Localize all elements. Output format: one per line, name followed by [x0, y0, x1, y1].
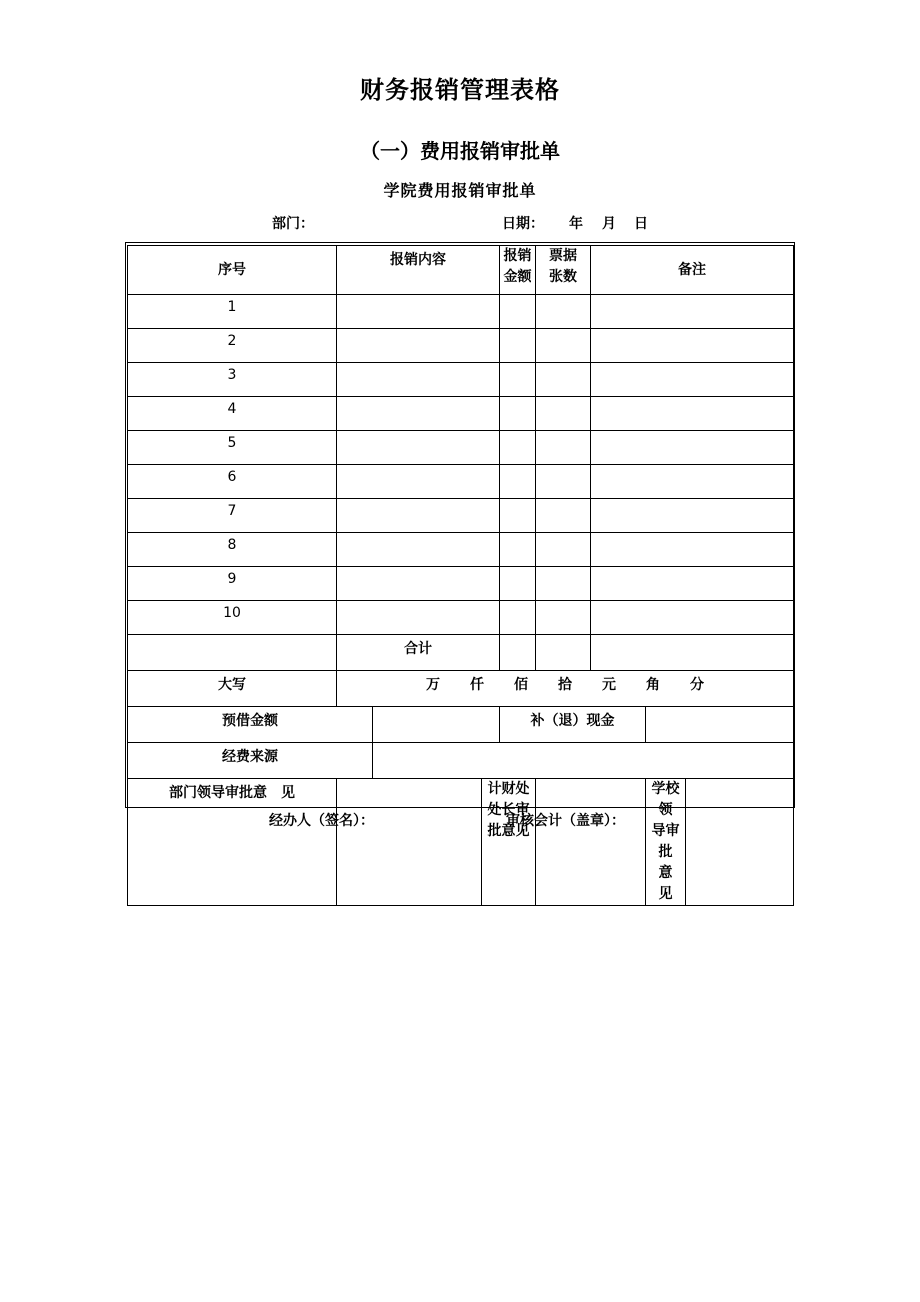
table-row: [128, 601, 794, 635]
table-row: [128, 363, 794, 397]
row-content-cell[interactable]: [337, 431, 500, 465]
row-remark-cell[interactable]: [591, 329, 794, 363]
total-seq-cell[interactable]: [128, 635, 337, 671]
row-number: 5: [128, 431, 337, 465]
table-row: [128, 533, 794, 567]
header-remark: 备注: [591, 246, 794, 295]
finance-approval-cell[interactable]: [536, 779, 646, 906]
row-remark-cell[interactable]: [591, 499, 794, 533]
row-amount-cell[interactable]: [500, 397, 536, 431]
capital-units[interactable]: [337, 671, 794, 707]
total-receipts-cell[interactable]: [536, 635, 591, 671]
source-value-cell[interactable]: [373, 743, 794, 779]
row-number: 9: [128, 567, 337, 601]
total-amount-cell[interactable]: [500, 635, 536, 671]
dept-label: 部门：: [272, 216, 314, 232]
header-content: 报销内容: [337, 246, 500, 295]
row-amount-cell[interactable]: [500, 329, 536, 363]
row-remark-cell[interactable]: [591, 397, 794, 431]
date-month: 月: [602, 216, 616, 232]
capital-unit: 万: [426, 677, 440, 693]
capital-unit: 佰: [514, 677, 528, 693]
row-receipts-cell[interactable]: [536, 601, 591, 635]
advance-row: [128, 707, 794, 743]
row-content-cell[interactable]: [337, 601, 500, 635]
row-content-cell[interactable]: [337, 363, 500, 397]
header-row: [128, 246, 794, 295]
date-day: 日: [634, 216, 648, 232]
row-receipts-cell[interactable]: [536, 329, 591, 363]
refund-value-cell[interactable]: [646, 707, 794, 743]
row-receipts-cell[interactable]: [536, 295, 591, 329]
row-amount-cell[interactable]: [500, 295, 536, 329]
row-number: 10: [128, 601, 337, 635]
dept-approval-label: 部门领导审批意 见: [128, 779, 337, 906]
table-row: [128, 499, 794, 533]
table-row: [128, 431, 794, 465]
row-receipts-cell[interactable]: [536, 363, 591, 397]
row-number: 6: [128, 465, 337, 499]
row-number: 2: [128, 329, 337, 363]
header-receipts: 票据 张数: [536, 246, 591, 295]
row-remark-cell[interactable]: [591, 465, 794, 499]
table-row: [128, 329, 794, 363]
table-row: [128, 465, 794, 499]
total-row: [128, 635, 794, 671]
row-receipts-cell[interactable]: [536, 499, 591, 533]
row-number: 7: [128, 499, 337, 533]
form-title: 学院费用报销审批单: [383, 181, 537, 200]
capital-row: [128, 671, 794, 707]
row-remark-cell[interactable]: [591, 533, 794, 567]
total-remark-cell[interactable]: [591, 635, 794, 671]
accountant-seal-label: 审核会计（盖章）：: [506, 813, 625, 829]
row-content-cell[interactable]: [337, 465, 500, 499]
date-label: 日期：: [502, 216, 544, 232]
row-content-cell[interactable]: [337, 499, 500, 533]
table-row: [128, 567, 794, 601]
row-content-cell[interactable]: [337, 567, 500, 601]
row-remark-cell[interactable]: [591, 295, 794, 329]
row-remark-cell[interactable]: [591, 363, 794, 397]
row-remark-cell[interactable]: [591, 567, 794, 601]
row-number: 1: [128, 295, 337, 329]
handler-signature-label: 经办人（签名）：: [269, 813, 374, 829]
header-seq: 序号: [128, 246, 337, 295]
page-title: 财务报销管理表格: [360, 76, 560, 104]
capital-unit: 仟: [470, 677, 484, 693]
row-content-cell[interactable]: [337, 533, 500, 567]
capital-unit: 拾: [558, 677, 572, 693]
row-receipts-cell[interactable]: [536, 465, 591, 499]
capital-label: 大写: [128, 671, 337, 707]
row-receipts-cell[interactable]: [536, 397, 591, 431]
row-content-cell[interactable]: [337, 329, 500, 363]
total-label: 合计: [337, 635, 500, 671]
row-remark-cell[interactable]: [591, 601, 794, 635]
table-row: [128, 295, 794, 329]
row-receipts-cell[interactable]: [536, 533, 591, 567]
expense-form-table: [127, 245, 794, 906]
row-content-cell[interactable]: [337, 295, 500, 329]
date-year: 年: [569, 216, 583, 232]
advance-label: 预借金额: [128, 707, 373, 743]
row-amount-cell[interactable]: [500, 601, 536, 635]
school-approval-label: 学校领 导审批 意 见: [646, 779, 686, 906]
header-amount: 报销 金额: [500, 246, 536, 295]
section-subtitle: （一）费用报销审批单: [360, 139, 560, 163]
source-row: [128, 743, 794, 779]
approval-row: [128, 779, 794, 906]
row-amount-cell[interactable]: [500, 533, 536, 567]
table-row: [128, 397, 794, 431]
dept-approval-cell[interactable]: [337, 779, 482, 906]
school-approval-cell[interactable]: [686, 779, 794, 906]
row-amount-cell[interactable]: [500, 431, 536, 465]
row-number: 3: [128, 363, 337, 397]
capital-unit: 元: [602, 677, 616, 693]
row-number: 8: [128, 533, 337, 567]
row-amount-cell[interactable]: [500, 363, 536, 397]
row-remark-cell[interactable]: [591, 431, 794, 465]
capital-unit: 角: [646, 677, 660, 693]
source-label: 经费来源: [128, 743, 373, 779]
row-receipts-cell[interactable]: [536, 567, 591, 601]
row-amount-cell[interactable]: [500, 465, 536, 499]
row-amount-cell[interactable]: [500, 567, 536, 601]
refund-label: 补（退）现金: [500, 707, 646, 743]
row-number: 4: [128, 397, 337, 431]
row-content-cell[interactable]: [337, 397, 500, 431]
capital-unit: 分: [690, 677, 704, 693]
advance-value-cell[interactable]: [373, 707, 500, 743]
finance-approval-label: 计财处 处长审 批意见: [482, 779, 536, 906]
row-amount-cell[interactable]: [500, 499, 536, 533]
row-receipts-cell[interactable]: [536, 431, 591, 465]
